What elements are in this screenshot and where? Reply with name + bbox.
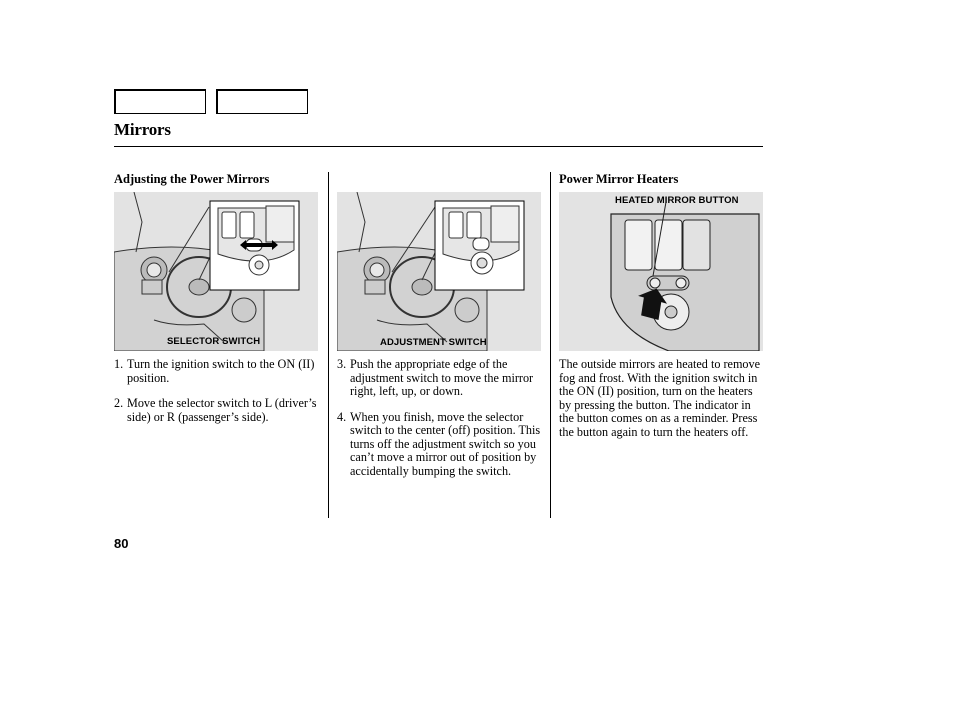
title-divider bbox=[114, 146, 763, 147]
section-heading-heaters: Power Mirror Heaters bbox=[559, 172, 679, 186]
step-number: 3. bbox=[337, 357, 347, 371]
section-heading-adjusting: Adjusting the Power Mirrors bbox=[114, 172, 270, 186]
adjustment-switch-illustration bbox=[337, 192, 541, 351]
step-text: Move the selector switch to L (driver’s side) or R (passenger’s side). bbox=[127, 396, 317, 424]
heater-description: The outside mirrors are heated to remove fog and frost. With the ignition switch in the ON (II) position, turn on the heaters by pressing the button. The indicator in the button comes on as a reminder. Press the button again to turn the heaters off. bbox=[559, 357, 761, 439]
step-number: 2. bbox=[114, 396, 124, 410]
page-number: 80 bbox=[114, 536, 129, 551]
heated-mirror-button-illustration bbox=[559, 192, 763, 351]
nav-tab-box-1[interactable] bbox=[114, 89, 206, 114]
middle-column-steps bbox=[337, 358, 542, 490]
step-item bbox=[337, 358, 542, 399]
step-number: 4. bbox=[337, 409, 347, 424]
left-column-steps bbox=[114, 358, 324, 436]
step-item bbox=[114, 358, 324, 385]
nav-tab-box-2[interactable] bbox=[216, 89, 308, 114]
figure-caption-adjustment: ADJUSTMENT SWITCH bbox=[380, 337, 487, 348]
step-text: Turn the ignition switch to the ON (II) position. bbox=[127, 357, 315, 385]
figure-caption-selector: SELECTOR SWITCH bbox=[167, 336, 261, 347]
figure-caption-heated: HEATED MIRROR BUTTON bbox=[615, 195, 739, 206]
column-divider-1 bbox=[328, 172, 329, 518]
step-text: Push the appropriate edge of the adjustment switch to move the mirror right, left, up, or down. bbox=[350, 357, 534, 398]
step-text: When you finish, move the selector switch to the center (off) position. This turns off the adjustment switch so you can’t move a mirror out of position by accidentally bumping the switch. bbox=[350, 409, 541, 478]
selector-switch-illustration bbox=[114, 192, 318, 351]
step-number: 1. bbox=[114, 357, 124, 371]
page-title: Mirrors bbox=[114, 120, 171, 139]
column-divider-2 bbox=[550, 172, 551, 518]
step-item bbox=[337, 411, 542, 479]
step-item bbox=[114, 397, 324, 424]
